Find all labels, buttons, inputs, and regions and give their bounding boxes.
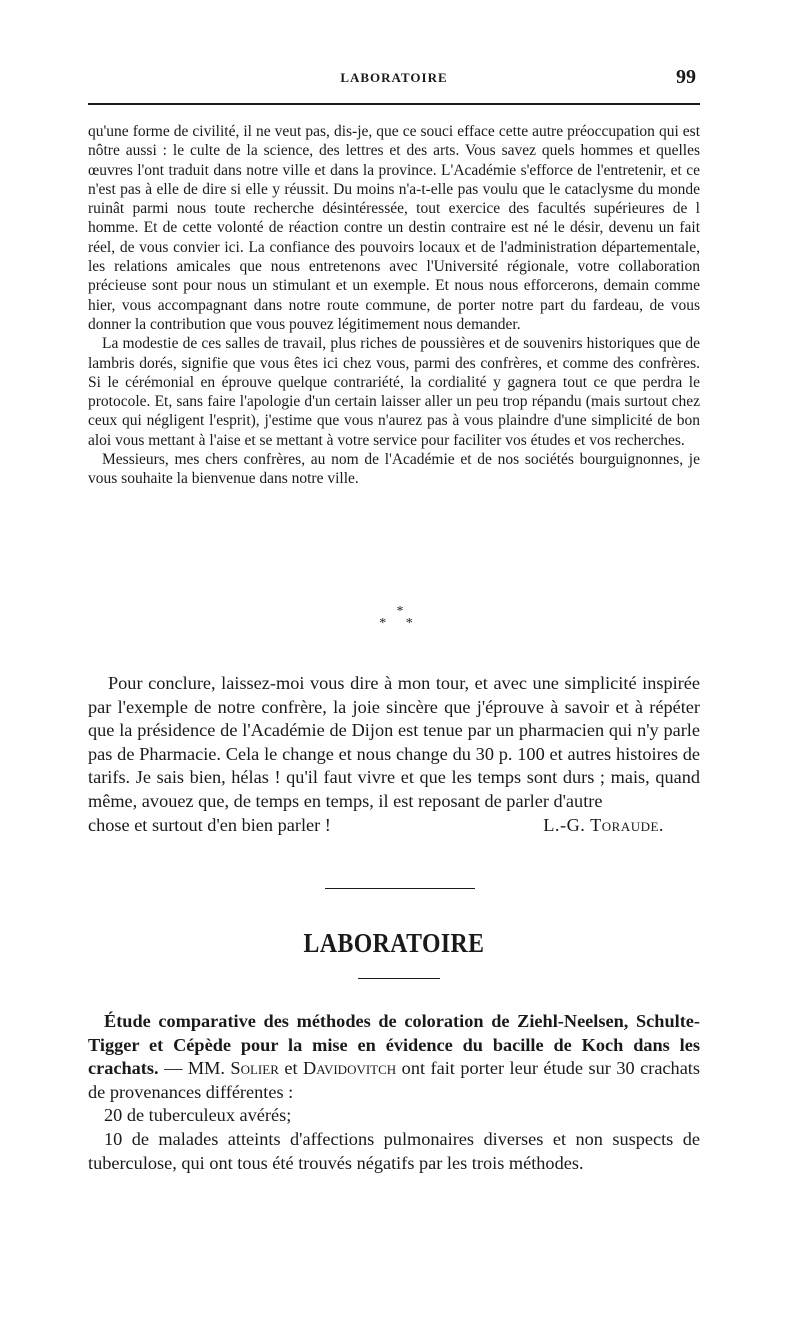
conclusion-closing-line: [88, 814, 700, 838]
header-rule: [88, 103, 700, 105]
discourse-paragraph: La modestie de ces salles de travail, plus riches de poussières et de souvenirs historiques que de lambris dorés, signifie que vous êtes ici chez vous, parmi des confrères, et comme des confrères. Si le cérémonial en éprouve quelque contrariété, la cordialité y gagnera tout ce que perdra le protocole. Et, sans faire l'apologie d'un certain laisser aller un peu trop répandu (mais surtout chez ceux qui négligent l'esprit), j'estime que vous n'aurez pas à vous plaindre d'une simplicité de bon aloi vous mettant à l'aise et se mettant à votre service pour faciliter vos études et vos recherches.: [88, 335, 700, 449]
article-intro-rest: ont fait porter leur étude sur 30 crachats de provenances différentes :: [88, 1058, 700, 1102]
article-intro: [88, 1010, 700, 1104]
discourse-paragraph: Messieurs, mes chers confrères, au nom de l'Académie et de nos sociétés bourguignonnes, je vous souhaite la bienvenue dans notre ville.: [88, 451, 700, 488]
author-solier: Solier: [230, 1058, 279, 1079]
section-title: LABORATOIRE: [303, 928, 485, 958]
conclusion-paragraph: Pour conclure, laissez-moi vous dire à mon tour, et avec une simplicité inspirée par l'exemple de notre confrère, la joie sincère que j'éprouve à savoir et à répéter que la présidence de l'Académie de Dijon est tenue par un pharmacien qui n'y parle pas de Pharmacie. Cela le change et nous change du 30 p. 100 et autres histoires de tarifs. Je sais bien, hélas ! qu'il faut vivre et que les temps sont durs ; mais, quand même, avouez que, de temps en temps, il est reposant de parler d'autre: [88, 673, 700, 811]
discourse-paragraph: qu'une forme de civilité, il ne veut pas, dis-je, que ce souci efface cette autre préoccupation qui est nôtre aussi : le culte de la science, des lettres et des arts. Vous savez quels hommes et quelles œuvres l'ont traduit dans notre ville et dans la province. L'Académie s'efforce de l'entretenir, et ce n'est pas à elle de dire si elle y réussit. Du moins n'a-t-elle pas voulu que le cataclysme du monde ruinât parmi nous toute recherche désintéressée, tout exercice des facultés supérieures de l homme. Et de cette volonté de réaction contre un destin contraire est né le désir, devenu un fait réel, de vous convier ici. La confiance des pouvoirs locaux et de l'administration départementale, les relations amicales que nous entretenons avec l'Université régionale, votre collaboration précieuse sont pour nous un stimulant et un exemple. Et nous nous efforcerons, demain comme hier, vous accompagnant dans notre route commune, de porter notre part du fardeau, de vous donner la contribution que vous pouvez légitimement nous demander.: [88, 123, 700, 333]
discourse-text: [88, 122, 700, 489]
article-text: [88, 1010, 700, 1175]
conclusion-text: [88, 672, 700, 837]
running-title: LABORATOIRE: [340, 70, 448, 85]
author-davidovitch: Davidovitch: [303, 1058, 397, 1079]
author-signature: L.-G. Toraude.: [543, 814, 664, 835]
page-number: 99: [676, 66, 696, 88]
article-headline: Étude comparative des méthodes de coloration de Ziehl-Neelsen, Schulte-Tigger et Cépède pour la mise en évidence du bacille de Koch dans les crachats.: [88, 1011, 700, 1079]
asterism-top: *: [396, 604, 404, 619]
running-header: [88, 66, 700, 92]
asterism-separator: [360, 606, 440, 646]
article-and: et: [278, 1058, 304, 1079]
article-item: 10 de malades atteints d'affections pulmonaires diverses et non suspects de tuberculose, qui ont tous été trouvés négatifs par les trois méthodes.: [88, 1128, 700, 1173]
asterism-bottom: * *: [379, 616, 421, 631]
conclusion-last-line: chose et surtout d'en bien parler !: [88, 814, 331, 835]
article-item: 20 de tuberculeux avérés;: [104, 1105, 292, 1126]
article-intro-dash: — MM.: [158, 1058, 231, 1079]
section-divider: [325, 888, 475, 889]
title-underline: [358, 978, 440, 979]
